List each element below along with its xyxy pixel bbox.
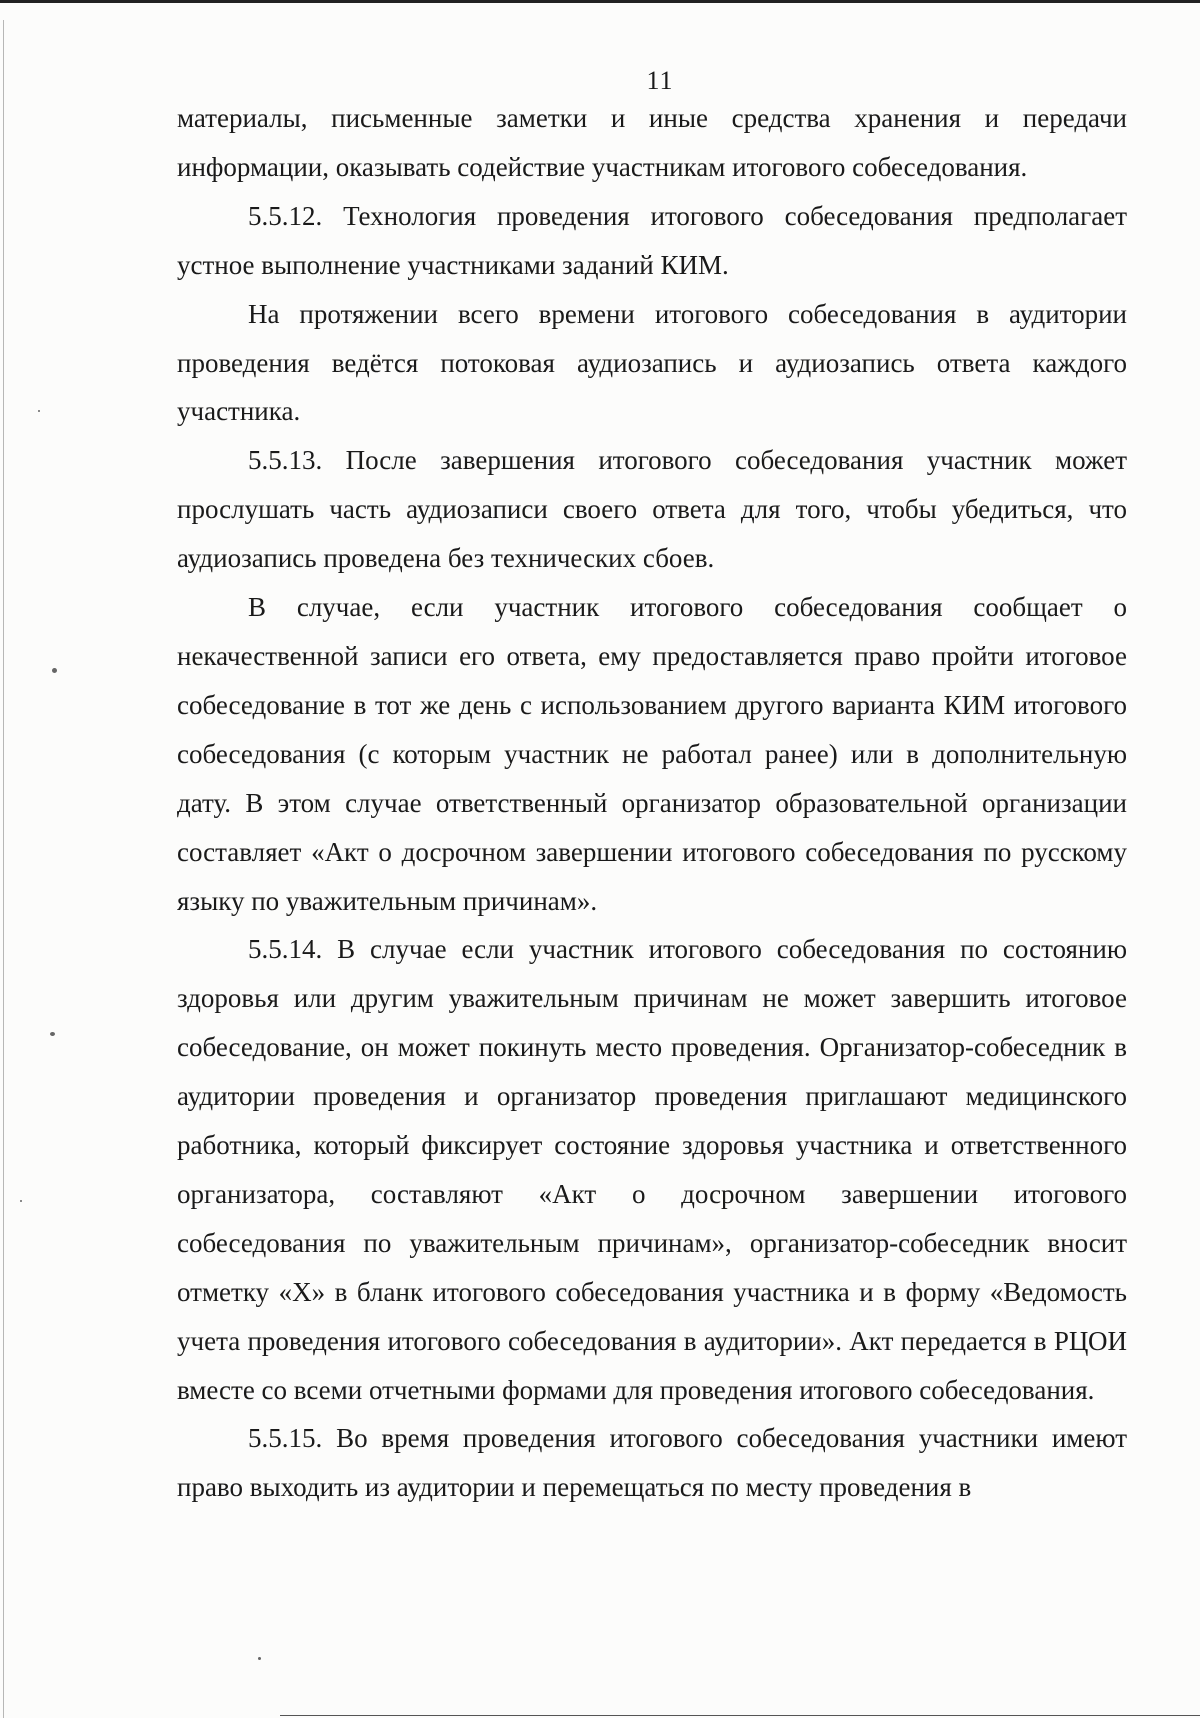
paragraph-5-5-14: 5.5.14. В случае если участник итогового собеседования по состоянию здоровья или другим уважительным причинам не может завершить итоговое собеседование, он может покинуть место проведения. Организатор-собеседник в аудитории проведения и организатор проведения приглашают медицинского работника, который фиксирует состояние здоровья участника и ответственного организатора, составляют «Акт о досрочном завершении итогового собеседования по уважительным причинам», организатор-собеседник вносит отметку «Х» в бланк итогового собеседования участника и в форму «Ведомость учета проведения итогового собеседования в аудитории». Акт передается в РЦОИ вместе со всеми отчетными формами для проведения итогового собеседования. (177, 934, 1127, 1405)
scan-speck (50, 1032, 55, 1036)
scan-left-edge (3, 20, 4, 1718)
scan-bottom-edge (280, 1715, 1200, 1716)
document-body (177, 94, 1127, 1512)
paragraph-poor-recording: В случае, если участник итогового собеседования сообщает о некачественной записи его ответа, ему предоставляется право пройти итоговое собеседование в тот же день с использованием другого варианта КИМ итогового собеседования (с которым участник не работал ранее) или в дополнительную дату. В этом случае ответственный организатор образовательной организации составляет «Акт о досрочном завершении итогового собеседования по русскому языку по уважительным причинам». (177, 592, 1127, 916)
page-number: 11 (646, 66, 674, 95)
scan-speck (38, 410, 40, 412)
paragraph-audio-recording: На протяжении всего времени итогового собеседования в аудитории проведения ведётся потоковая аудиозапись и аудиозапись ответа каждого участника. (177, 298, 1127, 427)
paragraph-5-5-15: 5.5.15. Во время проведения итогового собеседования участники имеют право выходить из аудитории и перемещаться по месту проведения в (177, 1423, 1127, 1503)
paragraph-5-5-12: 5.5.12. Технология проведения итогового собеседования предполагает устное выполнение участниками заданий КИМ. (177, 200, 1127, 280)
paragraph-continuation: материалы, письменные заметки и иные средства хранения и передачи информации, оказывать содействие участникам итогового собеседования. (177, 103, 1127, 182)
scan-speck (52, 668, 57, 673)
paragraph-5-5-13: 5.5.13. После завершения итогового собеседования участник может прослушать часть аудиозаписи своего ответа для того, чтобы убедиться, что аудиозапись проведена без технических сбоев. (177, 445, 1127, 574)
scan-top-edge (0, 0, 1200, 3)
scan-speck (20, 1200, 22, 1202)
scan-speck (258, 1657, 261, 1660)
